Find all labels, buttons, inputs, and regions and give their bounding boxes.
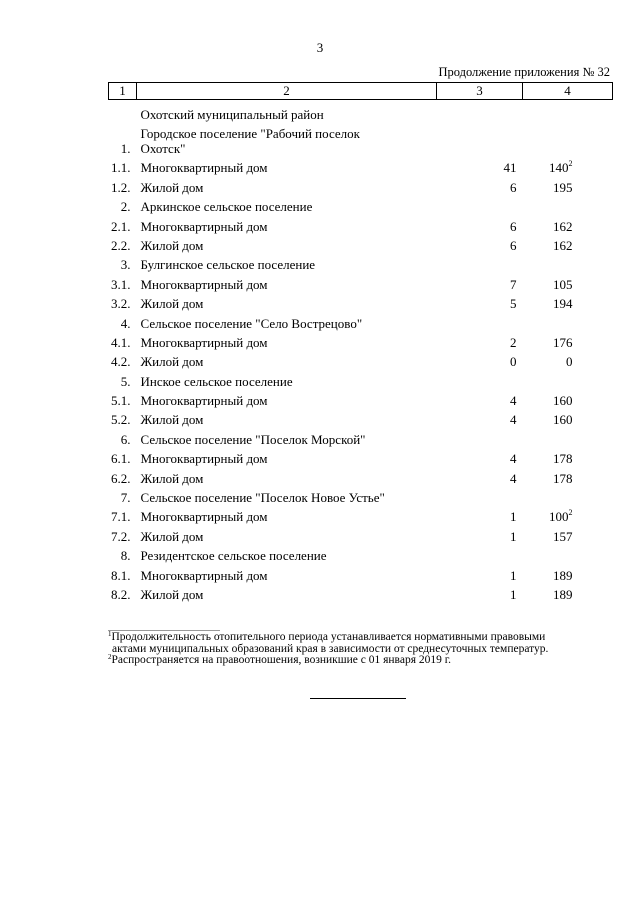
table-row [109, 583, 613, 602]
footnotes [108, 632, 612, 667]
row-value-col4 [523, 156, 613, 175]
row-name: Жилой дом [140, 354, 204, 370]
row-number: 1.1. [111, 160, 131, 176]
row-value-col4 [523, 563, 613, 582]
row-value-col4 [523, 331, 613, 350]
row-value-col3 [437, 311, 523, 330]
row-number: 3. [120, 257, 131, 273]
row-name: Сельское поселение "Поселок Морской" [140, 431, 366, 447]
row-value-col4 [523, 505, 613, 524]
row-value: 105 [553, 276, 573, 292]
row-value-col4 [523, 292, 613, 311]
table-row [109, 311, 613, 330]
table-row [109, 408, 613, 427]
row-value-col4 [523, 583, 613, 602]
row-number: 2.2. [111, 237, 131, 253]
row-value-col3: 0 [510, 354, 517, 370]
row-name-line: Охотск" [140, 141, 186, 156]
row-value: 160 [553, 393, 573, 409]
row-value-col4 [523, 524, 613, 543]
row-value: 157 [553, 528, 573, 544]
table-row [109, 369, 613, 388]
table-row [109, 214, 613, 233]
row-value-col3 [437, 195, 523, 214]
row-value-col4 [523, 447, 613, 466]
table-row [109, 466, 613, 485]
table-row [109, 195, 613, 214]
table-row [109, 427, 613, 446]
row-number: 4.1. [111, 334, 131, 350]
row-value-col3: 4 [510, 470, 517, 486]
row-number: 3.2. [111, 296, 131, 312]
row-number: 6. [120, 431, 131, 447]
row-value: 162 [553, 237, 573, 253]
row-name: Сельское поселение "Село Вострецово" [140, 315, 363, 331]
row-name: Многоквартирный дом [140, 451, 268, 467]
footnote-text-cont: актами муниципальных образований края в зависимости от среднесуточных температур. [112, 642, 549, 655]
row-number: 5.1. [111, 393, 131, 409]
table-row [109, 505, 613, 524]
table-body [109, 83, 613, 602]
row-value-col3: 7 [510, 276, 517, 292]
row-value: 189 [553, 567, 573, 583]
row-value-col4 [523, 122, 613, 156]
row-number: 8.2. [111, 586, 131, 602]
row-number: 6.2. [111, 470, 131, 486]
table-row [109, 524, 613, 543]
row-number: 7.2. [111, 528, 131, 544]
row-value-col3 [437, 427, 523, 446]
row-name: Жилой дом [140, 470, 204, 486]
row-value-col4 [523, 234, 613, 253]
row-value: 160 [553, 412, 573, 428]
table-row [109, 100, 613, 123]
row-value-col4 [523, 408, 613, 427]
header-col-1: 1 [109, 83, 137, 100]
row-number: 8. [120, 548, 131, 564]
row-value-col3: 2 [510, 334, 517, 350]
row-value-col3: 41 [503, 160, 517, 176]
row-number: 6.1. [111, 451, 131, 467]
row-value-col3: 1 [510, 567, 517, 583]
row-name: Многоквартирный дом [140, 509, 268, 525]
row-value: 140 [549, 160, 569, 176]
row-name: Инское сельское поселение [140, 373, 293, 389]
header-col-2: 2 [137, 83, 437, 100]
table-row [109, 156, 613, 175]
row-name [137, 122, 437, 156]
row-name: Жилой дом [140, 412, 204, 428]
footnote-text: Продолжительность отопительного периода устанавливается нормативными правовыми [111, 631, 546, 643]
row-value-col3: 6 [510, 237, 517, 253]
row-value-col3: 6 [510, 179, 517, 195]
row-number: 5. [120, 373, 131, 389]
row-name: Сельское поселение "Поселок Новое Устье" [140, 490, 385, 506]
row-value-col3 [437, 253, 523, 272]
row-value: 195 [553, 179, 573, 195]
table-row [109, 175, 613, 194]
footnote-mark: 1 [108, 630, 112, 638]
row-value-col3: 1 [510, 528, 517, 544]
table-row [109, 272, 613, 291]
row-name: Жилой дом [140, 179, 204, 195]
row-number: 2.1. [111, 218, 131, 234]
row-number: 3.1. [111, 276, 131, 292]
row-value-col4 [523, 175, 613, 194]
row-name: Многоквартирный дом [140, 334, 268, 350]
row-number: 7.1. [111, 509, 131, 525]
row-number: 1.2. [111, 179, 131, 195]
row-name: Резидентское сельское поселение [140, 548, 327, 564]
footnote-mark: 2 [108, 653, 112, 661]
row-name: Охотский муниципальный район [140, 107, 324, 122]
row-name: Многоквартирный дом [140, 393, 268, 409]
header-col-4: 4 [523, 83, 613, 100]
row-value-col4 [523, 350, 613, 369]
table-row [109, 292, 613, 311]
heating-period-table [108, 82, 613, 602]
table-row [109, 253, 613, 272]
row-value-col3 [437, 100, 523, 123]
row-value: 0 [566, 354, 573, 370]
table-row [109, 350, 613, 369]
table-row [109, 486, 613, 505]
row-number: 5.2. [111, 412, 131, 428]
row-name: Булгинское сельское поселение [140, 257, 316, 273]
table-row [109, 234, 613, 253]
row-value: 100 [549, 509, 569, 525]
table-header-row [109, 83, 613, 100]
row-value: 178 [553, 470, 573, 486]
row-number: 1. [120, 141, 131, 156]
row-value-col4 [523, 389, 613, 408]
row-value-col3: 1 [510, 586, 517, 602]
row-name: Жилой дом [140, 237, 204, 253]
row-value: 189 [553, 586, 573, 602]
row-value-col3: 4 [510, 393, 517, 409]
footnote-ref: 2 [568, 159, 573, 169]
row-value: 162 [553, 218, 573, 234]
table-row [109, 563, 613, 582]
row-value: 176 [553, 334, 573, 350]
row-value-col3: 5 [510, 296, 517, 312]
header-col-3: 3 [437, 83, 523, 100]
row-name-line: Городское поселение "Рабочий поселок [140, 126, 360, 141]
table-row [109, 122, 613, 156]
row-value-col3: 4 [510, 412, 517, 428]
row-value-col4 [523, 486, 613, 505]
table-row [109, 544, 613, 563]
row-number: 7. [120, 490, 131, 506]
row-name: Аркинское сельское поселение [140, 199, 313, 215]
footnote-1 [108, 632, 612, 655]
row-name: Многоквартирный дом [140, 567, 268, 583]
table-row [109, 389, 613, 408]
row-number: 4. [120, 315, 131, 331]
row-value-col4 [523, 311, 613, 330]
footnote-ref: 2 [568, 508, 573, 518]
row-value-col4 [523, 427, 613, 446]
row-value-col3 [437, 122, 523, 156]
row-number: 4.2. [111, 354, 131, 370]
row-number: 2. [120, 199, 131, 215]
row-name: Многоквартирный дом [140, 160, 268, 176]
row-value-col4 [523, 253, 613, 272]
row-value-col4 [523, 466, 613, 485]
row-name: Жилой дом [140, 586, 204, 602]
row-name: Жилой дом [140, 528, 204, 544]
row-value-col4 [523, 272, 613, 291]
row-value-col3: 4 [510, 451, 517, 467]
row-value-col3 [437, 486, 523, 505]
row-value-col3: 6 [510, 218, 517, 234]
row-value-col4 [523, 100, 613, 123]
page-number: 3 [316, 40, 324, 55]
row-name: Многоквартирный дом [140, 218, 268, 234]
row-value-col4 [523, 214, 613, 233]
row-value: 194 [553, 296, 573, 312]
table-row [109, 447, 613, 466]
row-name: Жилой дом [140, 296, 204, 312]
continuation-caption: Продолжение приложения № 32 [438, 65, 610, 79]
row-number [109, 100, 137, 123]
footnote-text: Распространяется на правоотношения, возникшие с 01 января 2019 г. [111, 654, 452, 666]
footnote-2 [108, 655, 612, 667]
row-value-col4 [523, 544, 613, 563]
row-value-col4 [523, 369, 613, 388]
row-value-col3: 1 [510, 509, 517, 525]
row-value-col4 [523, 195, 613, 214]
row-name: Многоквартирный дом [140, 276, 268, 292]
row-value: 178 [553, 451, 573, 467]
end-rule [310, 698, 406, 699]
table-row [109, 331, 613, 350]
row-value-col3 [437, 544, 523, 563]
row-number: 8.1. [111, 567, 131, 583]
row-value-col3 [437, 369, 523, 388]
